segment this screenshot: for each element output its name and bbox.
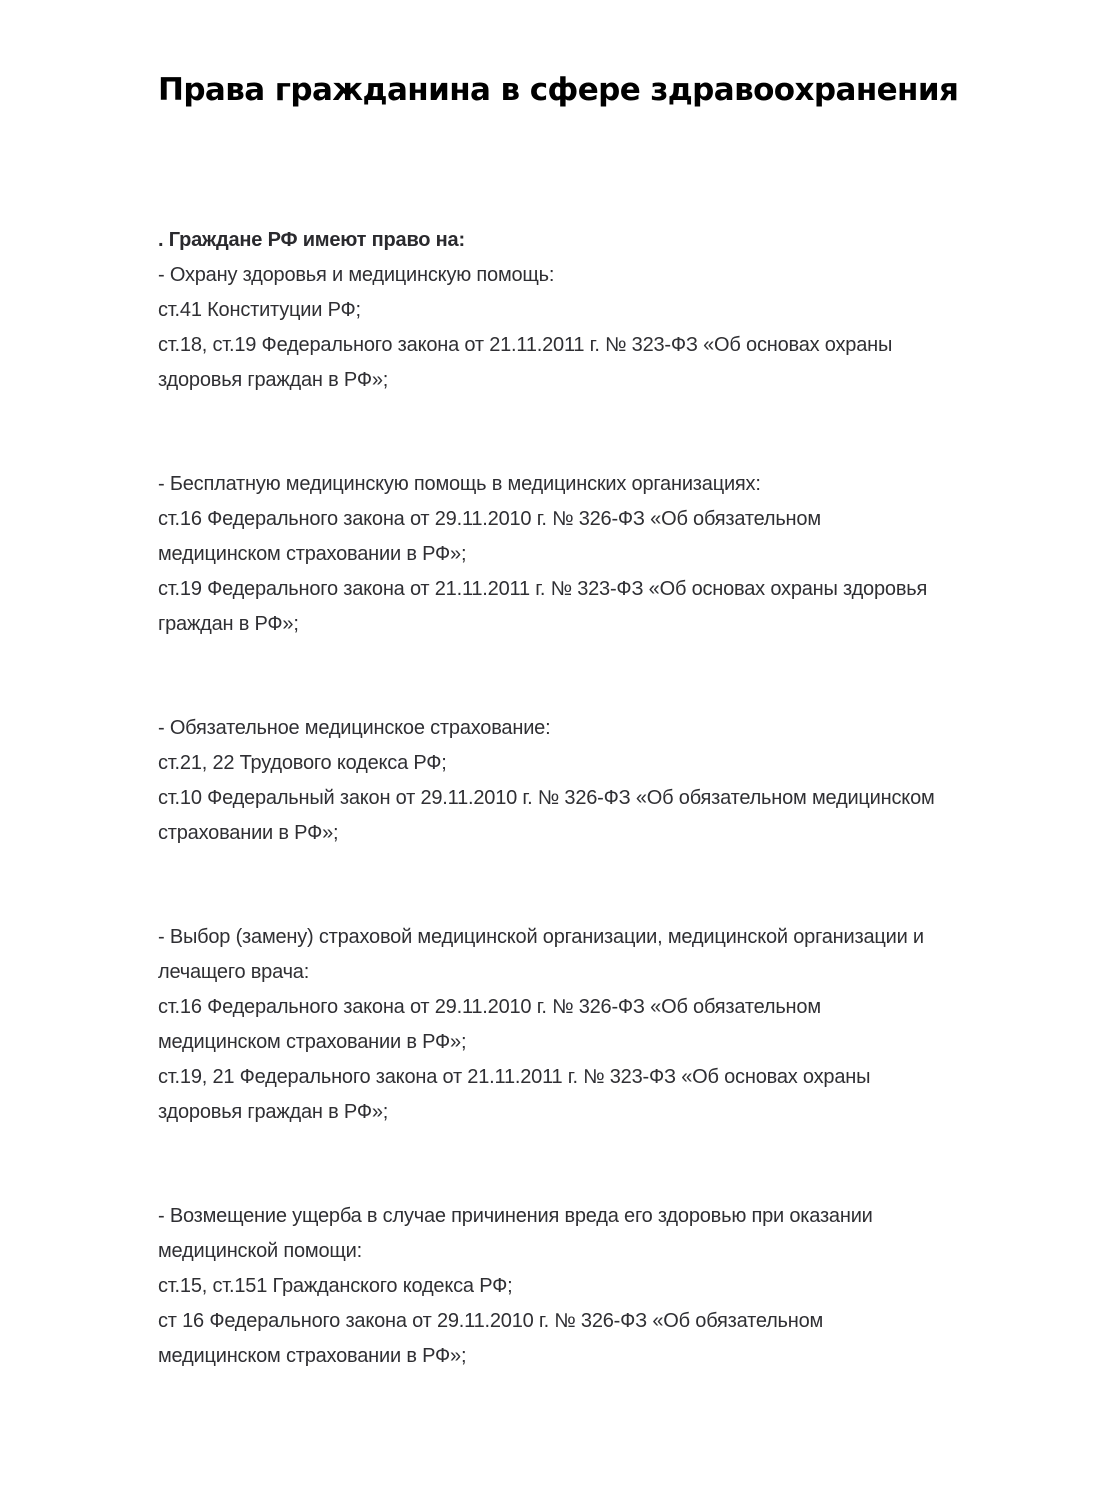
section-line: ст.15, ст.151 Гражданского кодекса РФ; [158, 1275, 513, 1297]
section-rights-intro [158, 223, 892, 398]
section-line: - Бесплатную медицинскую помощь в медицинских организациях: [158, 473, 761, 495]
section-line: страховании в РФ»; [158, 822, 339, 844]
section-line: медицинском страховании в РФ»; [158, 543, 467, 565]
section-line: медицинском страховании в РФ»; [158, 1031, 467, 1053]
section-line: ст.10 Федеральный закон от 29.11.2010 г. № 326-ФЗ «Об обязательном медицинском [158, 787, 935, 809]
section-line: ст.18, ст.19 Федерального закона от 21.11.2011 г. № 323-ФЗ «Об основах охраны [158, 334, 893, 356]
intro-heading: . Граждане РФ имеют право на: [158, 229, 465, 251]
section-mandatory-insurance [158, 711, 935, 851]
section-line: медицинской помощи: [158, 1240, 362, 1262]
section-line: - Выбор (замену) страховой медицинской организации, медицинской организации и [158, 926, 924, 948]
section-line: - Возмещение ущерба в случае причинения вреда его здоровью при оказании [158, 1205, 873, 1227]
section-line: ст.19, 21 Федерального закона от 21.11.2011 г. № 323-ФЗ «Об основах охраны [158, 1066, 871, 1088]
section-line: здоровья граждан в РФ»; [158, 1101, 389, 1123]
section-line: медицинском страховании в РФ»; [158, 1345, 467, 1367]
section-line: ст 16 Федерального закона от 29.11.2010 г. № 326-ФЗ «Об обязательном [158, 1310, 824, 1332]
section-line: ст.21, 22 Трудового кодекса РФ; [158, 752, 447, 774]
section-line: здоровья граждан в РФ»; [158, 369, 389, 391]
document-title: Права гражданина в сфере здравоохранения [158, 72, 959, 108]
section-line: ст.19 Федерального закона от 21.11.2011 г. № 323-ФЗ «Об основах охраны здоровья [158, 578, 928, 600]
section-choice-of-organization [158, 920, 924, 1130]
section-free-care [158, 467, 927, 642]
section-line: ст.16 Федерального закона от 29.11.2010 г. № 326-ФЗ «Об обязательном [158, 508, 821, 530]
section-line: - Обязательное медицинское страхование: [158, 717, 551, 739]
section-line: - Охрану здоровья и медицинскую помощь: [158, 264, 555, 286]
section-line: лечащего врача: [158, 961, 310, 983]
section-damage-compensation [158, 1199, 873, 1374]
section-line: граждан в РФ»; [158, 613, 299, 635]
section-line: ст.41 Конституции РФ; [158, 299, 361, 321]
section-line: ст.16 Федерального закона от 29.11.2010 г. № 326-ФЗ «Об обязательном [158, 996, 821, 1018]
